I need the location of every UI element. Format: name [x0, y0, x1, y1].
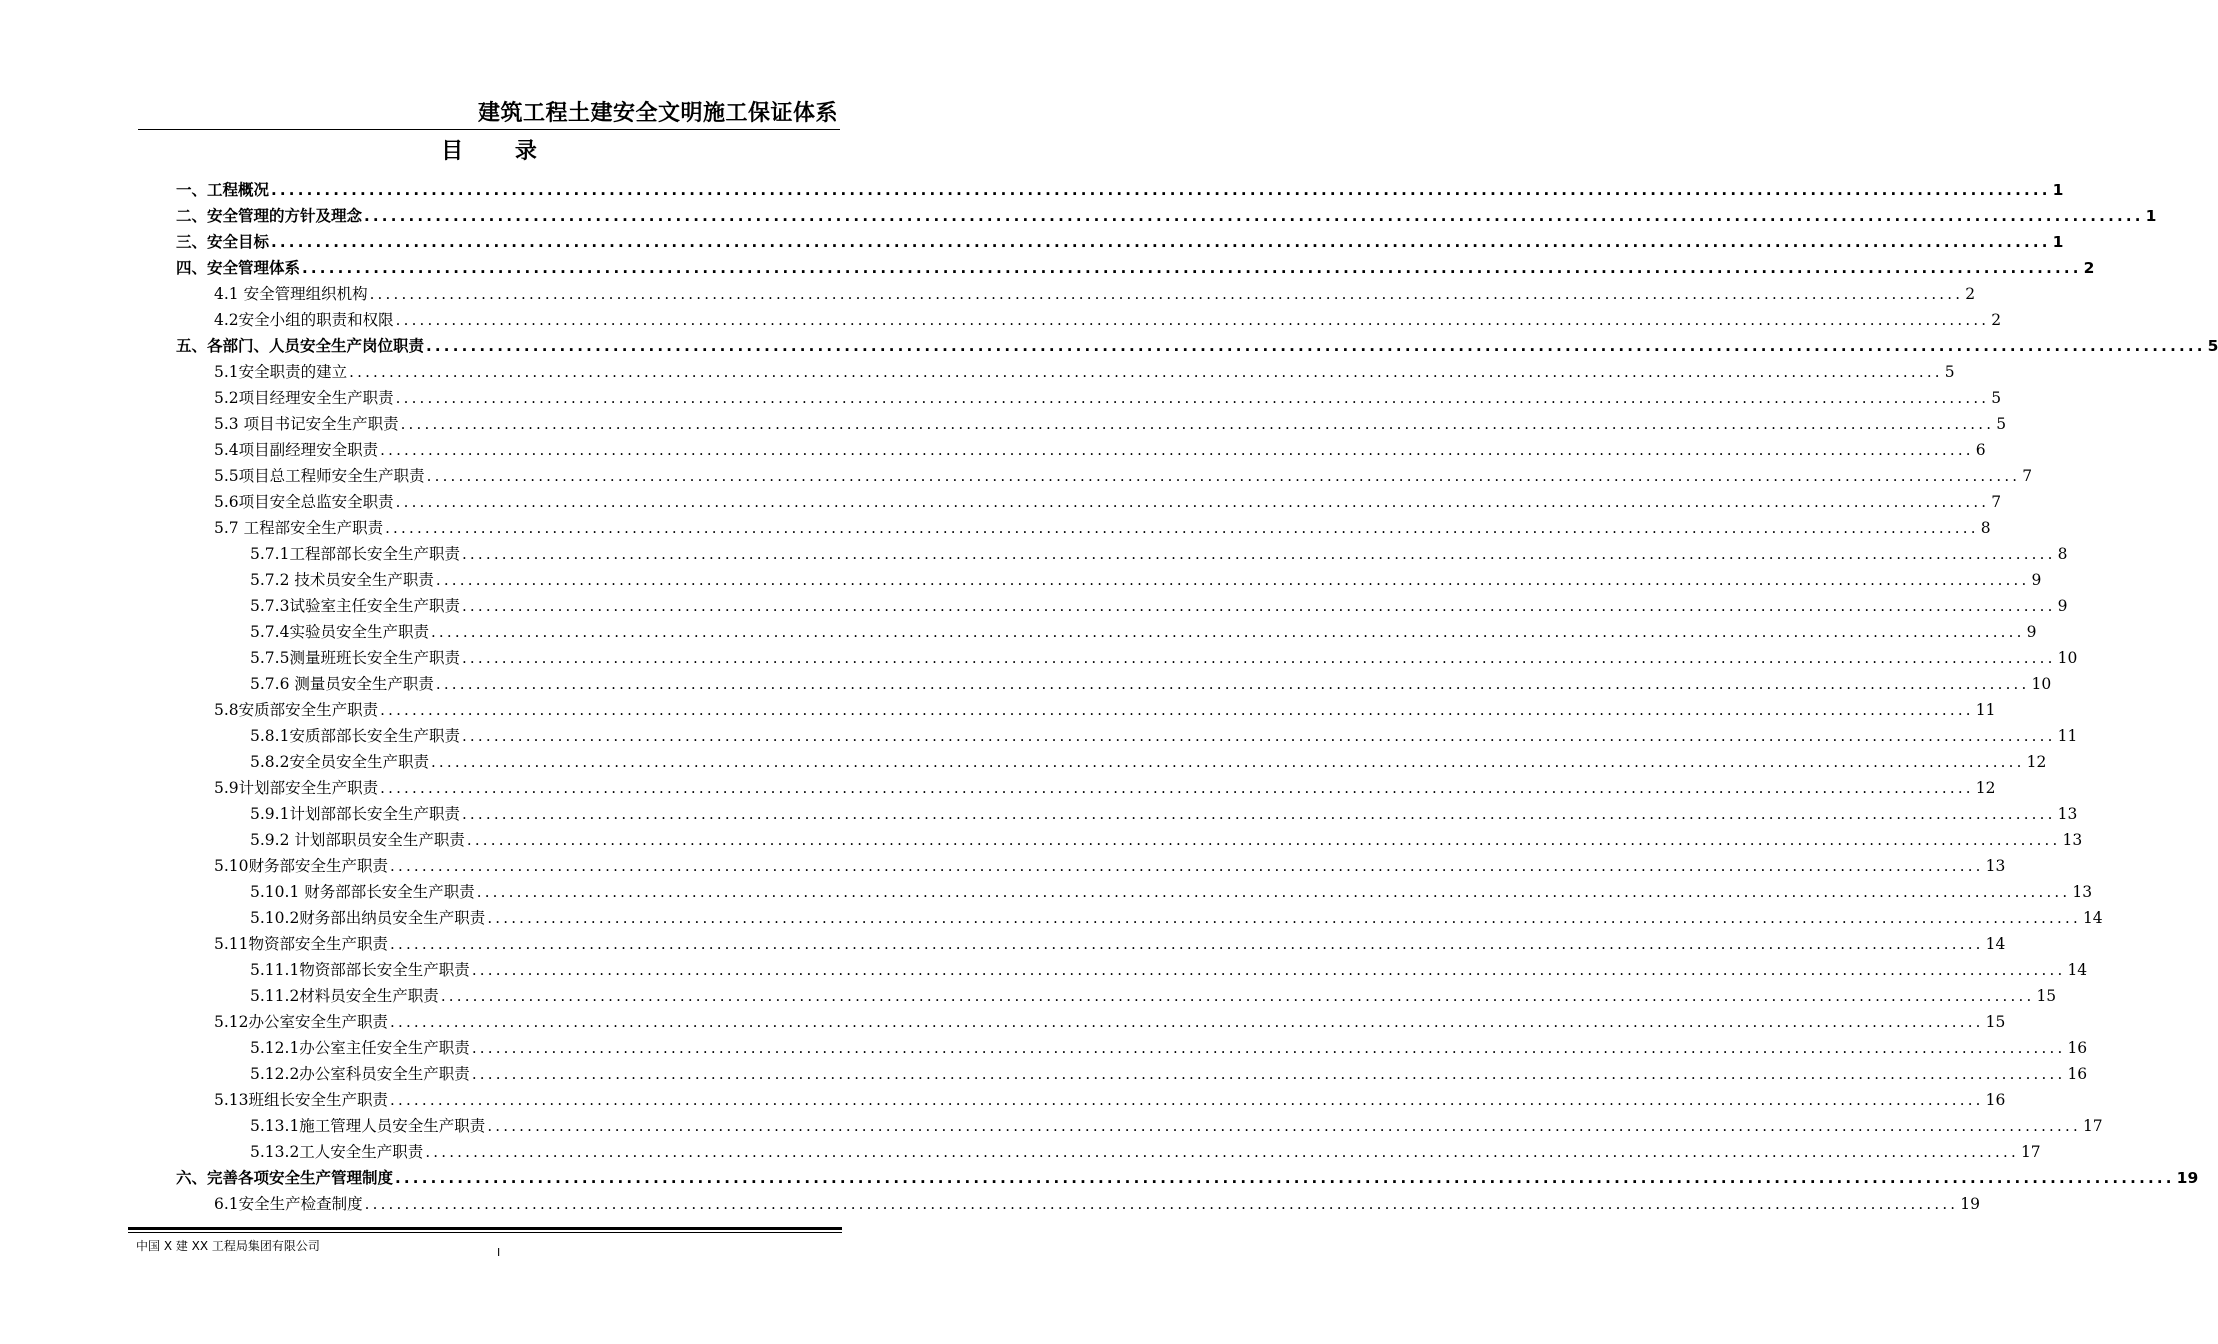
toc-entry-label: 5.11物资部安全生产职责 — [214, 935, 389, 953]
toc-entry-page-number: 15 — [2036, 987, 2057, 1005]
toc-leader-dots: ........................................................................................................................................................................................................ — [349, 363, 1943, 381]
toc-entry[interactable] — [214, 694, 1996, 720]
toc-entry-label: 5.9.1计划部部长安全生产职责 — [250, 805, 460, 823]
toc-leader-dots: ........................................................................................................................................................................................................ — [369, 285, 1964, 303]
toc-entry-page-number: 12 — [1975, 779, 1996, 797]
footer-page-number: I — [497, 1246, 501, 1259]
toc-entry-label: 5.8.1安质部部长安全生产职责 — [250, 727, 460, 745]
toc-entry[interactable] — [214, 304, 2002, 330]
toc-leader-dots: ........................................................................................................................................................................................................ — [380, 441, 1974, 459]
toc-leader-dots: ........................................................................................................................................................................................................ — [400, 415, 1995, 433]
toc-leader-dots: ........................................................................................................................................................................................................ — [435, 571, 2030, 589]
toc-entry-label: 5.12.2办公室科员安全生产职责 — [250, 1065, 470, 1083]
document-header-title: 建筑工程土建安全文明施工保证体系 — [477, 101, 838, 126]
toc-entry-page-number: 19 — [1960, 1195, 1981, 1213]
toc-entry-label: 三、安全目标 — [176, 233, 270, 251]
toc-leader-dots: ........................................................................................................................................................................................................ — [302, 259, 2082, 277]
toc-entry[interactable] — [214, 512, 1991, 538]
toc-leader-dots: ........................................................................................................................................................................................................ — [380, 701, 1974, 719]
toc-entry[interactable] — [214, 434, 1986, 460]
toc-entry[interactable] — [250, 668, 2052, 694]
toc-entry-label: 5.13班组长安全生产职责 — [214, 1091, 389, 1109]
toc-entry[interactable] — [250, 1110, 2103, 1136]
toc-entry-label: 5.7.4实验员安全生产职责 — [250, 623, 429, 641]
toc-entry[interactable] — [214, 486, 2002, 512]
toc-leader-dots: ........................................................................................................................................................................................................ — [461, 727, 2056, 745]
toc-entry[interactable] — [250, 876, 2093, 902]
toc-entry[interactable] — [250, 746, 2047, 772]
toc-entry-page-number: 14 — [2067, 961, 2088, 979]
toc-entry[interactable] — [250, 564, 2042, 590]
toc-entry[interactable] — [250, 798, 2078, 824]
toc-leader-dots: ........................................................................................................................................................................................................ — [395, 1169, 2175, 1187]
toc-leader-dots: ........................................................................................................................................................................................................ — [461, 597, 2056, 615]
toc-entry-page-number: 2 — [1965, 285, 1976, 303]
toc-entry-label: 一、工程概况 — [176, 181, 270, 199]
toc-leader-dots: ........................................................................................................................................................................................................ — [364, 207, 2144, 225]
toc-entry-page-number: 1 — [2145, 207, 2157, 225]
toc-entry-label: 5.13.2工人安全生产职责 — [250, 1143, 424, 1161]
toc-entry[interactable] — [214, 1006, 2006, 1032]
toc-entry[interactable] — [250, 902, 2103, 928]
toc-entry-label: 5.5项目总工程师安全生产职责 — [214, 467, 425, 485]
toc-leader-dots: ........................................................................................................................................................................................................ — [426, 337, 2206, 355]
toc-entry[interactable] — [250, 954, 2088, 980]
toc-entry-label: 5.7.2 技术员安全生产职责 — [250, 571, 434, 589]
toc-entry-label: 5.11.1物资部部长安全生产职责 — [250, 961, 470, 979]
toc-entry[interactable] — [250, 980, 2057, 1006]
toc-leader-dots: ........................................................................................................................................................................................................ — [461, 805, 2056, 823]
toc-leader-dots: ........................................................................................................................................................................................................ — [471, 961, 2066, 979]
toc-leader-dots: ........................................................................................................................................................................................................ — [487, 909, 2081, 927]
toc-entry-label: 5.8.2安全员安全生产职责 — [250, 753, 429, 771]
toc-entry-page-number: 16 — [2067, 1039, 2088, 1057]
toc-entry-page-number: 2 — [2083, 259, 2095, 277]
toc-leader-dots: ........................................................................................................................................................................................................ — [364, 1195, 1959, 1213]
toc-entry-page-number: 8 — [1980, 519, 1991, 537]
toc-entry-page-number: 7 — [1991, 493, 2002, 511]
toc-entry-page-number: 11 — [1975, 701, 1996, 719]
toc-entry-page-number: 13 — [2072, 883, 2093, 901]
toc-leader-dots: ........................................................................................................................................................................................................ — [461, 545, 2056, 563]
toc-entry-label: 5.7.3试验室主任安全生产职责 — [250, 597, 460, 615]
toc-entry[interactable] — [214, 460, 2033, 486]
toc-entry[interactable] — [250, 616, 2037, 642]
toc-entry-label: 5.10.2财务部出纳员安全生产职责 — [250, 909, 486, 927]
toc-title: 目 录 — [441, 139, 559, 164]
toc-entry-page-number: 9 — [2031, 571, 2042, 589]
toc-entry[interactable] — [214, 850, 2006, 876]
toc-entry-page-number: 12 — [2026, 753, 2047, 771]
toc-entry-label: 5.4项目副经理安全职责 — [214, 441, 379, 459]
toc-entry-page-number: 17 — [2082, 1117, 2103, 1135]
toc-entry-label: 5.10财务部安全生产职责 — [214, 857, 389, 875]
toc-leader-dots: ........................................................................................................................................................................................................ — [426, 467, 2021, 485]
toc-entry-label: 5.1安全职责的建立 — [214, 363, 348, 381]
toc-entry-label: 四、安全管理体系 — [176, 259, 301, 277]
toc-leader-dots: ........................................................................................................................................................................................................ — [466, 831, 2061, 849]
toc-leader-dots: ........................................................................................................................................................................................................ — [271, 181, 2051, 199]
toc-entry-label: 5.7 工程部安全生产职责 — [214, 519, 384, 537]
toc-entry-label: 5.3 项目书记安全生产职责 — [214, 415, 399, 433]
toc-entry[interactable] — [250, 590, 2068, 616]
toc-entry-page-number: 9 — [2057, 597, 2068, 615]
toc-entry-page-number: 13 — [2062, 831, 2083, 849]
toc-entry[interactable] — [214, 382, 2002, 408]
toc-entry[interactable] — [250, 642, 2078, 668]
toc-entry[interactable] — [214, 278, 1976, 304]
toc-leader-dots: ........................................................................................................................................................................................................ — [430, 753, 2025, 771]
toc-leader-dots: ........................................................................................................................................................................................................ — [380, 779, 1974, 797]
toc-entry-page-number: 1 — [2052, 181, 2064, 199]
toc-entry-label: 4.1 安全管理组织机构 — [214, 285, 368, 303]
toc-entry-page-number: 14 — [1985, 935, 2006, 953]
toc-entry-label: 5.9计划部安全生产职责 — [214, 779, 379, 797]
toc-leader-dots: ........................................................................................................................................................................................................ — [390, 857, 1984, 875]
toc-entry-label: 5.8安质部安全生产职责 — [214, 701, 379, 719]
toc-entry-page-number: 15 — [1985, 1013, 2006, 1031]
toc-entry-page-number: 1 — [2052, 233, 2064, 251]
toc-entry[interactable] — [250, 1032, 2088, 1058]
toc-leader-dots: ........................................................................................................................................................................................................ — [471, 1065, 2066, 1083]
toc-leader-dots: ........................................................................................................................................................................................................ — [476, 883, 2071, 901]
toc-entry-label: 5.10.1 财务部部长安全生产职责 — [250, 883, 475, 901]
toc-leader-dots: ........................................................................................................................................................................................................ — [471, 1039, 2066, 1057]
toc-entry-label: 六、完善各项安全生产管理制度 — [176, 1169, 394, 1187]
toc-entry[interactable] — [250, 720, 2078, 746]
toc-entry-label: 5.7.6 测量员安全生产职责 — [250, 675, 434, 693]
toc-entry-page-number: 6 — [1975, 441, 1986, 459]
toc-entry-page-number: 5 — [1944, 363, 1955, 381]
toc-entry-label: 二、安全管理的方针及理念 — [176, 207, 363, 225]
toc-leader-dots: ........................................................................................................................................................................................................ — [395, 311, 1990, 329]
toc-leader-dots: ........................................................................................................................................................................................................ — [385, 519, 1979, 537]
toc-leader-dots: ........................................................................................................................................................................................................ — [425, 1143, 2019, 1161]
toc-entry-page-number: 16 — [1985, 1091, 2006, 1109]
toc-entry[interactable] — [250, 1058, 2088, 1084]
toc-entry-page-number: 17 — [2020, 1143, 2041, 1161]
toc-entry-label: 5.7.5测量班班长安全生产职责 — [250, 649, 460, 667]
toc-entry-page-number: 13 — [2057, 805, 2078, 823]
toc-entry[interactable] — [250, 538, 2068, 564]
toc-entry-label: 5.12.1办公室主任安全生产职责 — [250, 1039, 470, 1057]
toc-entry-page-number: 9 — [2026, 623, 2037, 641]
header-divider — [138, 129, 840, 130]
toc-entry-page-number: 5 — [1991, 389, 2002, 407]
toc-leader-dots: ........................................................................................................................................................................................................ — [430, 623, 2025, 641]
toc-entry-page-number: 11 — [2057, 727, 2078, 745]
footer-divider-thin — [128, 1232, 842, 1233]
toc-entry-page-number: 13 — [1985, 857, 2006, 875]
toc-leader-dots: ........................................................................................................................................................................................................ — [390, 1091, 1984, 1109]
toc-entry-label: 6.1安全生产检查制度 — [214, 1195, 363, 1213]
toc-leader-dots: ........................................................................................................................................................................................................ — [435, 675, 2030, 693]
toc-entry-label: 5.6项目安全总监安全职责 — [214, 493, 394, 511]
toc-entry-page-number: 7 — [2022, 467, 2033, 485]
toc-entry-label: 5.11.2材料员安全生产职责 — [250, 987, 439, 1005]
toc-entry[interactable] — [214, 928, 2006, 954]
toc-entry-page-number: 16 — [2067, 1065, 2088, 1083]
toc-entry-page-number: 5 — [2207, 337, 2218, 355]
toc-entry-page-number: 14 — [2082, 909, 2103, 927]
toc-entry[interactable] — [176, 174, 2064, 200]
toc-entry[interactable] — [176, 1162, 2199, 1188]
toc-entry[interactable] — [214, 772, 1996, 798]
toc-entry-label: 5.13.1施工管理人员安全生产职责 — [250, 1117, 486, 1135]
toc-entry[interactable] — [214, 356, 1955, 382]
toc-entry-label: 五、各部门、人员安全生产岗位职责 — [176, 337, 425, 355]
toc-entry[interactable] — [176, 200, 2157, 226]
toc-leader-dots: ........................................................................................................................................................................................................ — [395, 493, 1990, 511]
toc-entry[interactable] — [250, 1136, 2041, 1162]
toc-entry[interactable] — [214, 1084, 2006, 1110]
toc-entry[interactable] — [176, 226, 2064, 252]
toc-entry-page-number: 10 — [2031, 675, 2052, 693]
toc-leader-dots: ........................................................................................................................................................................................................ — [271, 233, 2051, 251]
toc-entry-page-number: 5 — [1996, 415, 2007, 433]
toc-leader-dots: ........................................................................................................................................................................................................ — [440, 987, 2035, 1005]
toc-entry-page-number: 10 — [2057, 649, 2078, 667]
toc-entry[interactable] — [176, 330, 2218, 356]
toc-entry-page-number: 19 — [2176, 1169, 2199, 1187]
toc-entry-page-number: 2 — [1991, 311, 2002, 329]
toc-entry-label: 5.2项目经理安全生产职责 — [214, 389, 394, 407]
toc-entry[interactable] — [214, 1188, 1981, 1214]
toc-entry[interactable] — [214, 408, 2007, 434]
toc-entry-label: 5.9.2 计划部职员安全生产职责 — [250, 831, 465, 849]
footer-company-name: 中国 X 建 XX 工程局集团有限公司 — [136, 1239, 320, 1253]
footer-divider-thick — [128, 1227, 842, 1230]
toc-leader-dots: ........................................................................................................................................................................................................ — [487, 1117, 2081, 1135]
toc-leader-dots: ........................................................................................................................................................................................................ — [390, 1013, 1984, 1031]
toc-entry[interactable] — [250, 824, 2083, 850]
toc-leader-dots: ........................................................................................................................................................................................................ — [461, 649, 2056, 667]
toc-entry-label: 4.2安全小组的职责和权限 — [214, 311, 394, 329]
toc-entry[interactable] — [176, 252, 2095, 278]
toc-leader-dots: ........................................................................................................................................................................................................ — [395, 389, 1990, 407]
toc-entry-label: 5.7.1工程部部长安全生产职责 — [250, 545, 460, 563]
toc-entry-page-number: 8 — [2057, 545, 2068, 563]
toc-leader-dots: ........................................................................................................................................................................................................ — [390, 935, 1984, 953]
toc-entry-label: 5.12办公室安全生产职责 — [214, 1013, 389, 1031]
